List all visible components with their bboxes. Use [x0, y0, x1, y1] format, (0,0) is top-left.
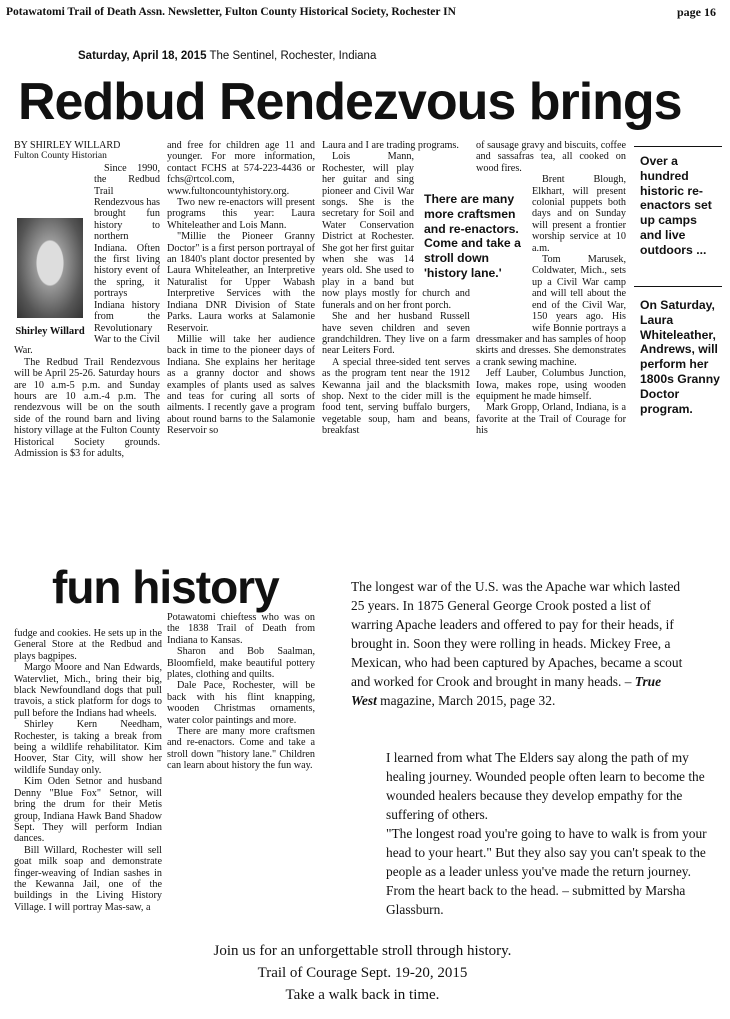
- elders-paragraph: "The longest road you're going to have to walk is from your head to your heart." But they also say you can't speak to the people as a leader unless you've made the return journey. From the heart back to the head. – submitted by Marsha Glassburn.: [386, 826, 707, 917]
- paragraph: She and her husband Russell have seven children and seven grandchildren. They live on a farm near Leiters Ford.: [322, 311, 470, 357]
- paragraph: Dale Pace, Rochester, will be back with his flint knapping, wooden Christmas ornaments, water color paintings and more.: [167, 680, 315, 726]
- paragraph: Millie will take her audience back in time to the pioneer days of Indiana. She explains her heritage as a granny doctor and shows examples of plants used as salves and teas for curing all sorts of ailments. I recently gave a program about round barns to the Salamonie Reservoir so: [167, 333, 315, 437]
- paragraph: Laura and I are trading programs.: [322, 140, 459, 151]
- pullquote-sidebar-top: Over a hundred historic re-enactors set up camps and live outdoors ...: [640, 154, 712, 257]
- paragraph: Sharon and Bob Saalman, Bloomfield, make beautiful pottery plates, clothing and quilts.: [167, 646, 315, 681]
- column-2: [167, 140, 315, 532]
- closing-announcement: [170, 940, 555, 1006]
- paragraph: The Redbud Trail Rendezvous will be April 25-26. Saturday hours are 10 a.m-5 p.m. and Sunday hours are 10 a.m.-4 p.m. The rendezvous will be on the south side of the round barn and living history village at the Fulton County Historical Society grounds. Admission is $3 for adults,: [14, 356, 160, 459]
- closing-line: Take a walk back in time.: [285, 987, 440, 1003]
- byline-title: Fulton County Historian: [14, 151, 107, 162]
- column-bottom-2: [167, 612, 315, 892]
- pullquote-sidebar-bottom: On Saturday, Laura Whiteleather, Andrews, will perform her 1800s Granny Doctor program.: [640, 298, 720, 416]
- source-detail: magazine, March 2015, page 32.: [380, 693, 556, 708]
- paragraph: Margo Moore and Nan Edwards, Watervliet, Mich., bring their big, black Newfoundland dogs that pull travois, a stick platform for dogs to pull before the Indians had wheels.: [14, 662, 162, 719]
- divider: [634, 286, 722, 287]
- pullquote-center: There are many more craftsmen and re-enactors. Come and take a stroll down 'history lane.': [424, 192, 521, 280]
- paragraph: There are many more craftsmen and re-enactors. Come and take a stroll down "history lane." Children can learn about history the fun way.: [167, 726, 315, 772]
- elders-quote: [386, 748, 717, 919]
- closing-line: Join us for an unforgettable stroll through history.: [213, 943, 512, 959]
- paragraph: Bill Willard, Rochester will sell goat milk soap and demonstrate finger-weaving of Indian sashes in the Kewanna Jail, one of the buildings in the Living History Village. I will portray Mas-saw, a: [14, 844, 162, 913]
- headline-top: Redbud Rendezvous brings: [18, 73, 682, 131]
- column-bottom-1: [14, 628, 162, 1016]
- paragraph: fudge and cookies. He sets up in the General Store at the Redbud and plays bagpipes.: [14, 628, 162, 662]
- paragraph: Kim Oden Setnor and husband Denny "Blue Fox" Setnor, will bring the drum for their Metis group, Indiana Hawk Band Shadow Sept. They will perform Indian dances.: [14, 776, 162, 845]
- paragraph: Potawatomi chieftess who was on the 1838 Trail of Death from Indiana to Kansas.: [167, 612, 315, 646]
- paragraph: Jeff Lauber, Columbus Junction, Iowa, makes rope, using wooden equipment he made himself.: [476, 368, 626, 402]
- page-number: page 16: [677, 5, 716, 19]
- paragraph: Two new re-enactors will present programs this year: Laura Whiteleather and Lois Mann.: [167, 197, 315, 231]
- paragraph: Brent Blough, Elkhart, will present colonial puppets both days and on Sunday will present a frontier worship service at 10 a.m.: [532, 174, 626, 254]
- elders-paragraph: I learned from what The Elders say along the path of my healing journey. Wounded people often learn to become the wounded healers because they develop empathy for the suffering of others.: [386, 750, 705, 822]
- paragraph: Tom Marusek, Coldwater, Mich., sets up a Civil War camp and will tell about the end of the Civil War, 150 years ago. His wife Bonnie portrays a dressmaker and has samples of hoop skirts and dresses. She demonstrates a crank sewing machine.: [476, 254, 626, 368]
- paragraph: and free for children age 11 and younger. For more information, contact FCHS at 574-223-4436 or fchs@rtcol.com, www.fultoncountyhistory.org.: [167, 140, 315, 197]
- author-photo: [17, 218, 83, 318]
- source-title: True West: [351, 674, 662, 708]
- headline-bottom: fun history: [52, 561, 279, 613]
- paragraph: of sausage gravy and biscuits, coffee and sassafras tea, all cooked on wood fires.: [476, 140, 626, 174]
- apache-war-note: [351, 577, 686, 710]
- paragraph: Since 1990, the Redbud Trail Rendezvous has brought fun history to northern Indiana. Often the first living history event of the spring, it portrays Indiana history from the Revolutionary War to the Civil War.: [14, 162, 160, 357]
- dateline-paper: The Sentinel, Rochester, Indiana: [209, 50, 377, 62]
- dateline-date: Saturday, April 18, 2015: [78, 50, 207, 62]
- apache-war-text: The longest war of the U.S. was the Apache war which lasted 25 years. In 1875 General George Crook posted a list of warring Apache leaders and offered to pay for their heads, if brought in. Soon they were rolling in heads. Mickey Free, a Mexican, who had been captured by Apaches, became a scout and worked for Crook and brought in many heads. –: [351, 579, 683, 689]
- paragraph: Mark Gropp, Orland, Indiana, is a favorite at the Trail of Courage for his: [476, 402, 626, 437]
- dateline: [78, 50, 376, 62]
- paragraph: Shirley Kern Needham, Rochester, is taking a break from being a wildlife rehabilitator. Kim Hoover, Star City, will show her wildlife Sunday only.: [14, 719, 162, 776]
- divider: [634, 146, 722, 147]
- paragraph: Lois Mann, Rochester, will play her guitar and sing pioneer and Civil War songs. She is the secretary for Soil and Water Conservation District at Rochester. She got her first guitar when she was 14 years old. She used to play in a band but now plays mostly for church and funerals and on her front porch.: [322, 151, 470, 311]
- paragraph: "Millie the Pioneer Granny Doctor" is a first person portrayal of an 1840's plant doctor presented by Laura Whiteleather, an Interpretive Naturalist for Upper Wabash Interpretive Services with the Indiana DNR Division of State Parks. Laura works at Salamonie Reservoir.: [167, 231, 315, 334]
- newsletter-header: Potawatomi Trail of Death Assn. Newsletter, Fulton County Historical Society, Rochester IN: [6, 6, 456, 18]
- byline: BY SHIRLEY WILLARD: [14, 140, 121, 151]
- photo-caption: Shirley Willard: [15, 326, 85, 337]
- closing-line: Trail of Courage Sept. 19-20, 2015: [257, 965, 468, 981]
- paragraph: A special three-sided tent serves as the program tent near the 1912 Kewanna jail and the blacksmith shop. Next to the cider mill is the food tent, serving buffalo burgers, vegetable soup, ham and beans, breakfast: [322, 356, 470, 437]
